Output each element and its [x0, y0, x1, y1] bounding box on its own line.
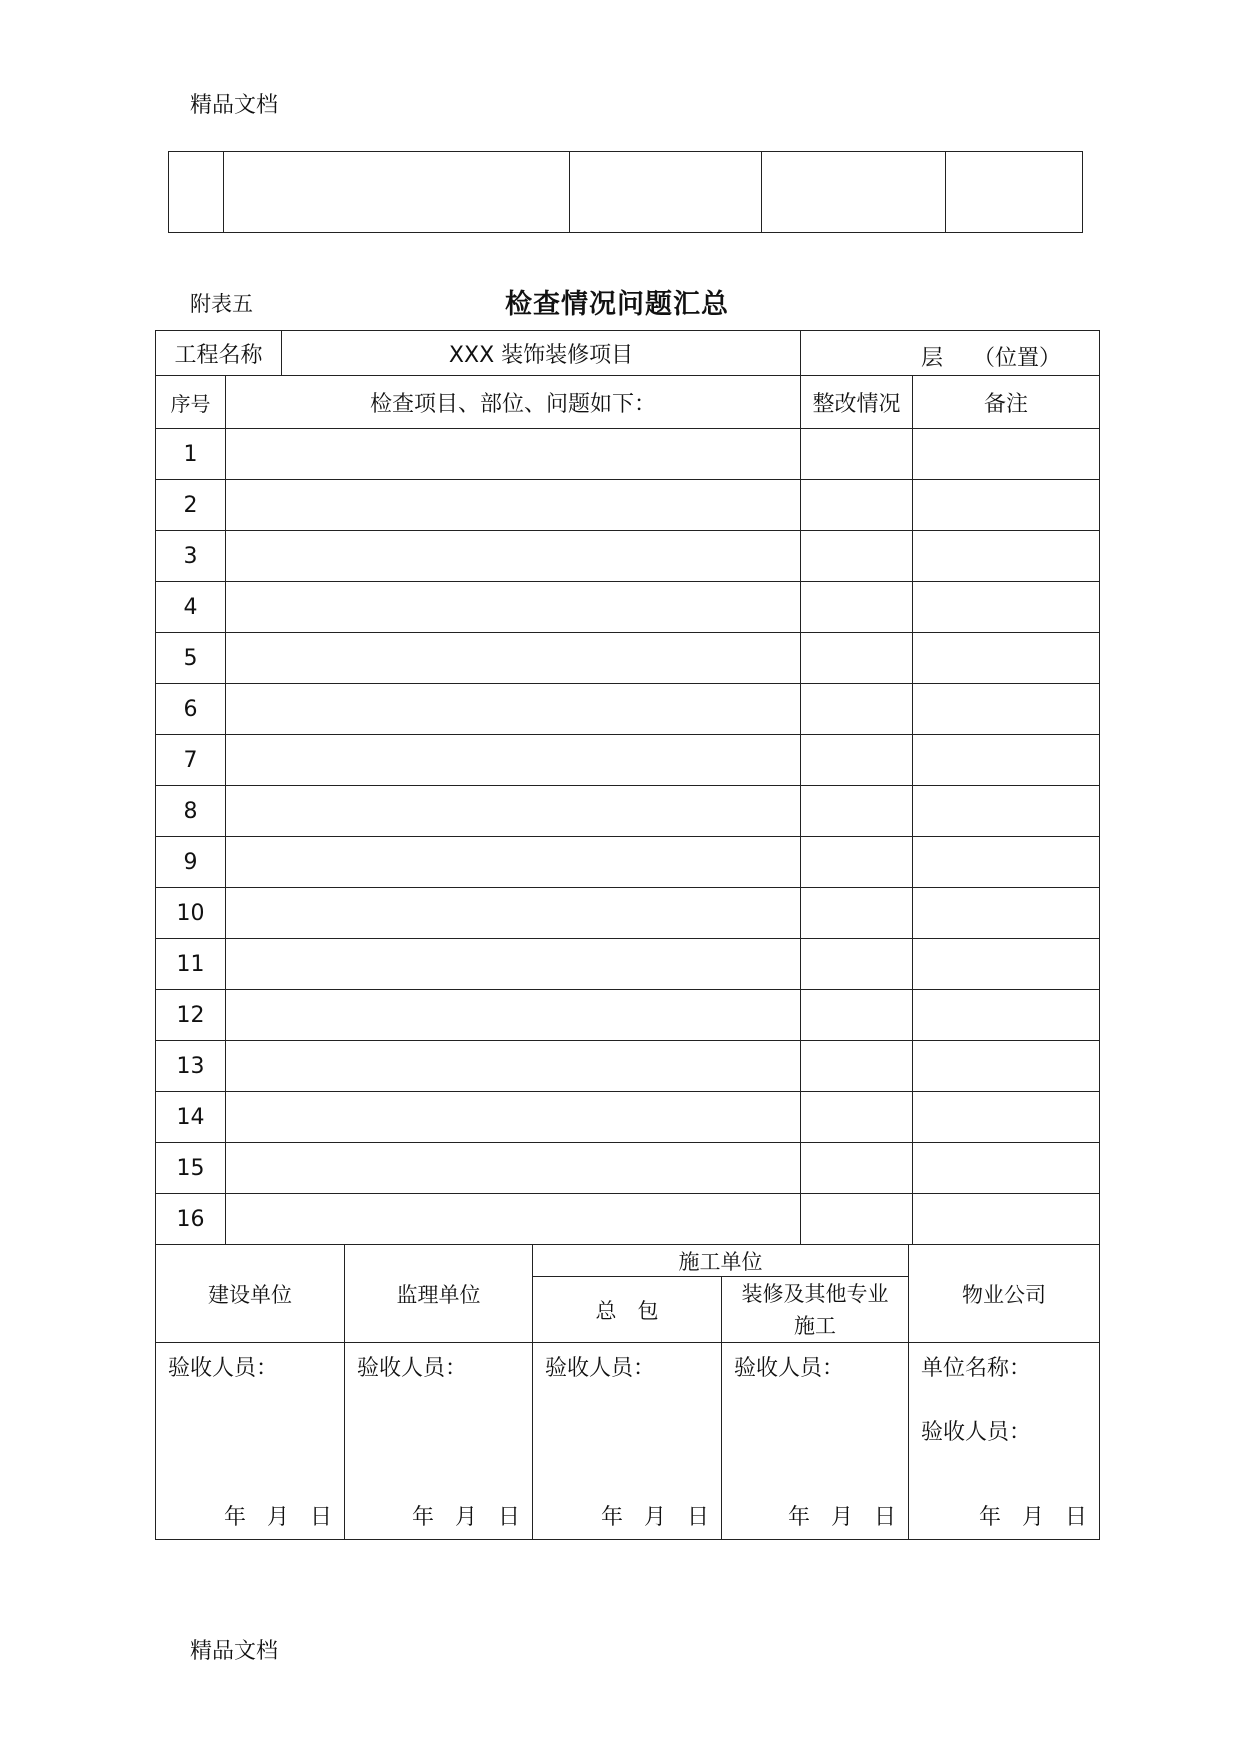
rectification-cell[interactable] [801, 684, 913, 735]
column-divider [945, 152, 946, 232]
previous-table-fragment [168, 151, 1083, 233]
seq-header: 序号 [156, 376, 226, 429]
rectification-cell[interactable] [801, 1092, 913, 1143]
rectification-cell[interactable] [801, 939, 913, 990]
inspector-label: 验收人员： [168, 1356, 279, 1381]
row-number: 3 [156, 531, 226, 582]
general-contractor-signature-cell[interactable] [533, 1343, 722, 1540]
rectification-cell[interactable] [801, 735, 913, 786]
rectification-cell[interactable] [801, 990, 913, 1041]
item-cell[interactable] [226, 939, 801, 990]
owner-signature-cell[interactable] [156, 1343, 345, 1540]
inspection-summary-table [155, 330, 1100, 1540]
rectification-cell[interactable] [801, 1194, 913, 1245]
position-label: （位置） [973, 346, 1062, 371]
row-number: 11 [156, 939, 226, 990]
appendix-label: 附表五 [190, 292, 253, 316]
specialty-line-1: 装修及其他专业 [741, 1281, 889, 1306]
supervisor-unit-label: 监理单位 [345, 1245, 533, 1343]
item-cell[interactable] [226, 582, 801, 633]
page-footer: 精品文档 [190, 1639, 279, 1664]
row-number: 9 [156, 837, 226, 888]
owner-unit-label: 建设单位 [156, 1245, 345, 1343]
rectification-cell[interactable] [801, 582, 913, 633]
rectification-cell[interactable] [801, 429, 913, 480]
page-header: 精品文档 [190, 93, 279, 118]
remarks-cell[interactable] [913, 531, 1100, 582]
item-cell[interactable] [226, 1194, 801, 1245]
table-row [156, 633, 1100, 684]
table-row [156, 429, 1100, 480]
remarks-cell[interactable] [913, 888, 1100, 939]
table-row [156, 1041, 1100, 1092]
column-divider [569, 152, 570, 232]
table-row [156, 531, 1100, 582]
remarks-cell[interactable] [913, 480, 1100, 531]
rectification-cell[interactable] [801, 888, 913, 939]
item-cell[interactable] [226, 735, 801, 786]
remarks-cell[interactable] [913, 684, 1100, 735]
sign-date: 年 月 日 [224, 1505, 333, 1530]
row-number: 13 [156, 1041, 226, 1092]
construction-unit-label: 施工单位 [533, 1245, 909, 1277]
specialty-signature-cell[interactable] [722, 1343, 909, 1540]
remarks-cell[interactable] [913, 1194, 1100, 1245]
rectification-header: 整改情况 [801, 376, 913, 429]
table-row [156, 1092, 1100, 1143]
row-number: 6 [156, 684, 226, 735]
table-row [156, 888, 1100, 939]
unit-name-label: 单位名称： [921, 1356, 1032, 1381]
remarks-cell[interactable] [913, 429, 1100, 480]
rectification-cell[interactable] [801, 1143, 913, 1194]
table-row [156, 480, 1100, 531]
inspector-label: 验收人员： [921, 1420, 1032, 1445]
row-number: 1 [156, 429, 226, 480]
inspector-label: 验收人员： [357, 1356, 468, 1381]
item-cell[interactable] [226, 684, 801, 735]
item-cell[interactable] [226, 786, 801, 837]
remarks-cell[interactable] [913, 1041, 1100, 1092]
project-row [156, 331, 1100, 376]
item-cell[interactable] [226, 1041, 801, 1092]
table-row [156, 1194, 1100, 1245]
remarks-cell[interactable] [913, 582, 1100, 633]
item-cell[interactable] [226, 429, 801, 480]
sign-date: 年 月 日 [979, 1505, 1088, 1530]
row-number: 5 [156, 633, 226, 684]
rectification-cell[interactable] [801, 786, 913, 837]
row-number: 12 [156, 990, 226, 1041]
remarks-cell[interactable] [913, 633, 1100, 684]
project-name-label: 工程名称 [156, 331, 282, 376]
specialty-contractor-label [722, 1277, 909, 1343]
row-number: 10 [156, 888, 226, 939]
remarks-cell[interactable] [913, 939, 1100, 990]
table-row [156, 786, 1100, 837]
rectification-cell[interactable] [801, 633, 913, 684]
specialty-line-2: 施工 [794, 1313, 837, 1338]
item-cell[interactable] [226, 531, 801, 582]
row-number: 16 [156, 1194, 226, 1245]
remarks-cell[interactable] [913, 1143, 1100, 1194]
table-row [156, 939, 1100, 990]
remarks-header: 备注 [913, 376, 1100, 429]
row-number: 15 [156, 1143, 226, 1194]
remarks-cell[interactable] [913, 837, 1100, 888]
item-cell[interactable] [226, 633, 801, 684]
table-row [156, 837, 1100, 888]
signature-row [156, 1343, 1100, 1540]
item-cell[interactable] [226, 888, 801, 939]
item-cell[interactable] [226, 1092, 801, 1143]
project-name-value: XXX 装饰装修项目 [282, 331, 801, 376]
row-number: 4 [156, 582, 226, 633]
table-row [156, 684, 1100, 735]
floor-label: 层 [921, 346, 944, 371]
table-row [156, 582, 1100, 633]
item-cell[interactable] [226, 1143, 801, 1194]
row-number: 2 [156, 480, 226, 531]
table-row [156, 735, 1100, 786]
remarks-cell[interactable] [913, 1092, 1100, 1143]
inspector-label: 验收人员： [734, 1356, 845, 1381]
column-divider [223, 152, 224, 232]
row-number: 8 [156, 786, 226, 837]
sign-date: 年 月 日 [601, 1505, 710, 1530]
general-contractor-label: 总 包 [533, 1277, 722, 1343]
table-row [156, 1143, 1100, 1194]
row-number: 7 [156, 735, 226, 786]
sign-date: 年 月 日 [412, 1505, 521, 1530]
remarks-cell[interactable] [913, 786, 1100, 837]
rectification-cell[interactable] [801, 531, 913, 582]
property-signature-cell[interactable] [909, 1343, 1100, 1540]
rectification-cell[interactable] [801, 837, 913, 888]
item-cell[interactable] [226, 837, 801, 888]
property-company-label: 物业公司 [909, 1245, 1100, 1343]
item-cell[interactable] [226, 990, 801, 1041]
items-header: 检查项目、部位、问题如下： [226, 376, 801, 429]
item-cell[interactable] [226, 480, 801, 531]
row-number: 14 [156, 1092, 226, 1143]
project-location-cell [801, 331, 1100, 376]
remarks-cell[interactable] [913, 990, 1100, 1041]
supervisor-signature-cell[interactable] [345, 1343, 533, 1540]
sign-date: 年 月 日 [788, 1505, 897, 1530]
table-header-row [156, 376, 1100, 429]
table-row [156, 990, 1100, 1041]
units-header-row [156, 1245, 1100, 1277]
rectification-cell[interactable] [801, 1041, 913, 1092]
inspector-label: 验收人员： [545, 1356, 656, 1381]
column-divider [761, 152, 762, 232]
page-title: 检查情况问题汇总 [505, 289, 729, 320]
rectification-cell[interactable] [801, 480, 913, 531]
remarks-cell[interactable] [913, 735, 1100, 786]
